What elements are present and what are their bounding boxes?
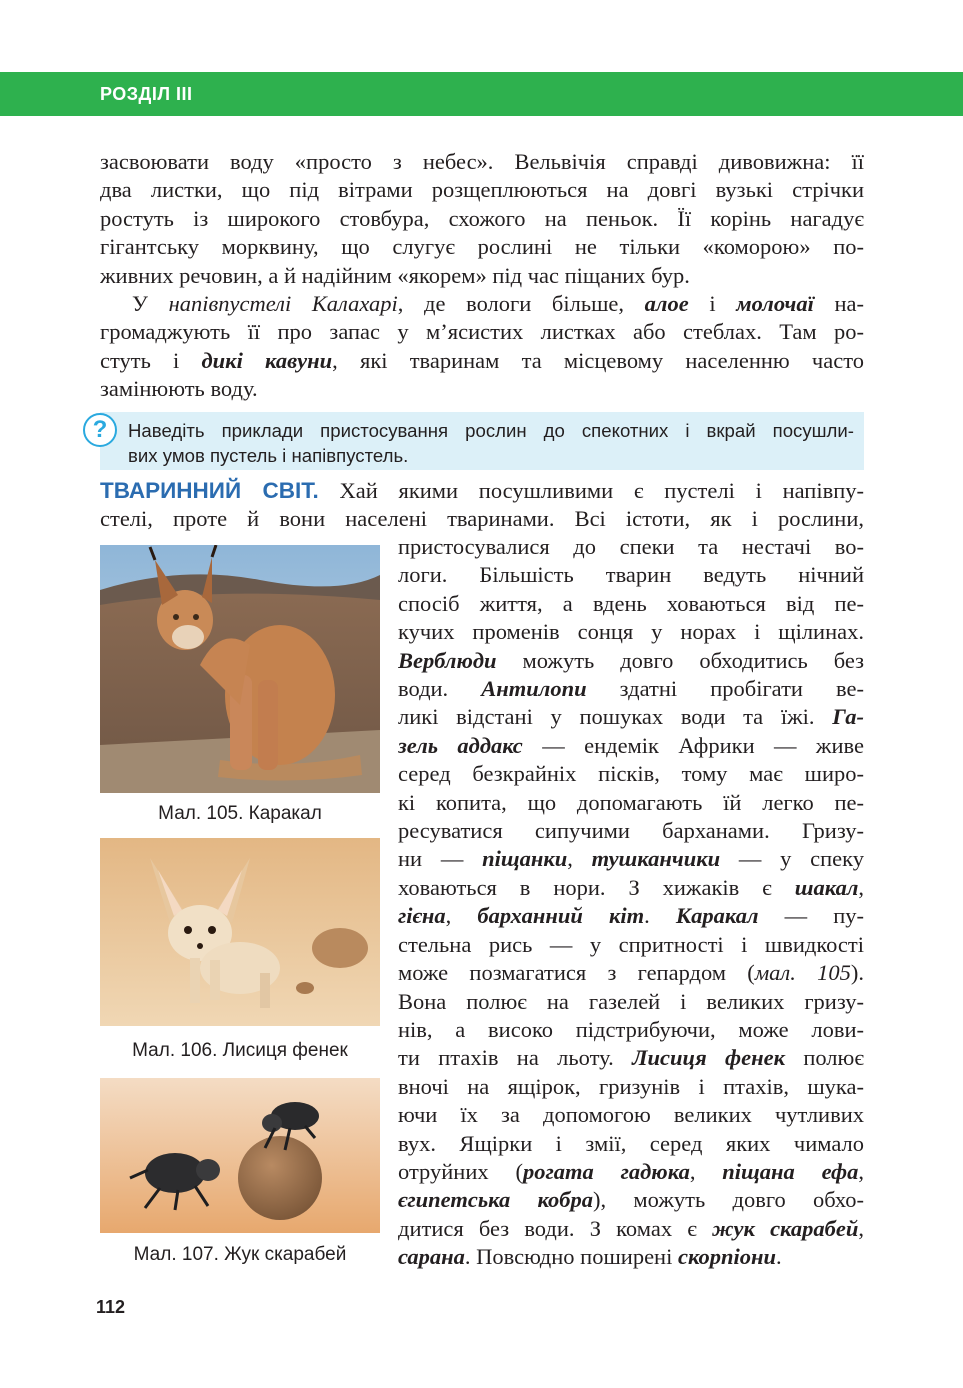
text-line: стуть і дикі кавуни, які тваринам та місцевому населенню часто <box>100 347 864 373</box>
section-animals-body: пристосувалися до спеки та нестачі во- логи. Більшість тварин ведуть нічний спосіб життя, а вдень ховаються від пе- кучих променів сонця у норах і щілинах. Верблюди можуть довго обходитись без води. Антилопи здатні пробігати ве- ликі відстані у пошуках води та їжі. Га- зель аддакс — ендемік Африки — живе серед безкрайніх пісків, тому має широ- кі копита, що допомагають їй легко пе- ресуватися сипучими барханами. Гризу- ни — піщанки, тушканчики — у спеку ховаються в нори. З хижаків є шакал, гієна, барханний кіт. Каракал — пу- стельна рись — у спритності і швидкості може позмагатися з гепардом (мал. 105). Вона полює на газелей і великих гризу- нів, а високо підстрибуючи, може лови- ти птахів на льоту. Лисиця фенек полює вночі на ящірок, гризунів і птахів, шука- ючи їх за допомогою великих чутливих вух. Ящірки і змії, серед яких чимало отруйних (рогата гадюка, піщана ефа, єгипетська кобра), можуть довго обхо- дитися без води. З комах є жук скарабей, сарана. Повсюдно поширені скорпіони. <box>398 534 864 1270</box>
figure-caption: Мал. 106. Лисиця фенек <box>132 1040 348 1061</box>
text-line: ТВАРИННИЙ СВІТ. Хай якими посушливими є пустелі і напівпу- <box>100 478 864 503</box>
figure-caption: Мал. 105. Каракал <box>158 803 322 824</box>
caracal-photo <box>100 545 380 793</box>
paragraph-kalahari <box>100 290 864 404</box>
question-text: Наведіть приклади пристосування рослин до спекотних і вкрай посушли- вих умов пустель і напівпустель. <box>128 420 854 466</box>
section-animals-intro <box>100 477 864 534</box>
text-line: живних речовин, а й надійним «якорем» під час піщаних бур. <box>100 262 690 288</box>
fennec-fox-photo <box>100 838 380 1026</box>
text-line: засвоювати воду «просто з небес». Вельвічія справді дивовижна: її <box>100 149 864 174</box>
text-line: громаджують її про запас у м’ясистих листках або стеблах. Там ро- <box>100 319 864 345</box>
paragraph-welwitschia <box>100 148 864 290</box>
text-line: У напівпустелі Калахарі, де вологи більше, алое і молочаї на- <box>132 291 864 316</box>
text-line: стелі, проте й вони населені тваринами. Всі істоти, як і рослини, <box>100 506 864 532</box>
section-heading: ТВАРИННИЙ СВІТ. <box>100 478 319 503</box>
scarab-beetle-photo <box>100 1078 380 1233</box>
text-line: два листки, що під вітрами розщеплюються на довгі вузькі стрічки <box>100 177 864 203</box>
page-number: 112 <box>96 1297 126 1317</box>
chapter-title: РОЗДІЛ III <box>100 84 193 104</box>
text-line: ростуть із широкого стовбура, схожого на пеньок. Її корінь нагадує <box>100 205 864 231</box>
text-line: замінюють воду. <box>100 376 258 402</box>
figure-caption: Мал. 107. Жук скарабей <box>133 1244 347 1265</box>
question-icon: ? <box>83 413 117 447</box>
text-line: гігантську морквину, що слугує рослині не тільки «коморою» по- <box>100 234 864 260</box>
